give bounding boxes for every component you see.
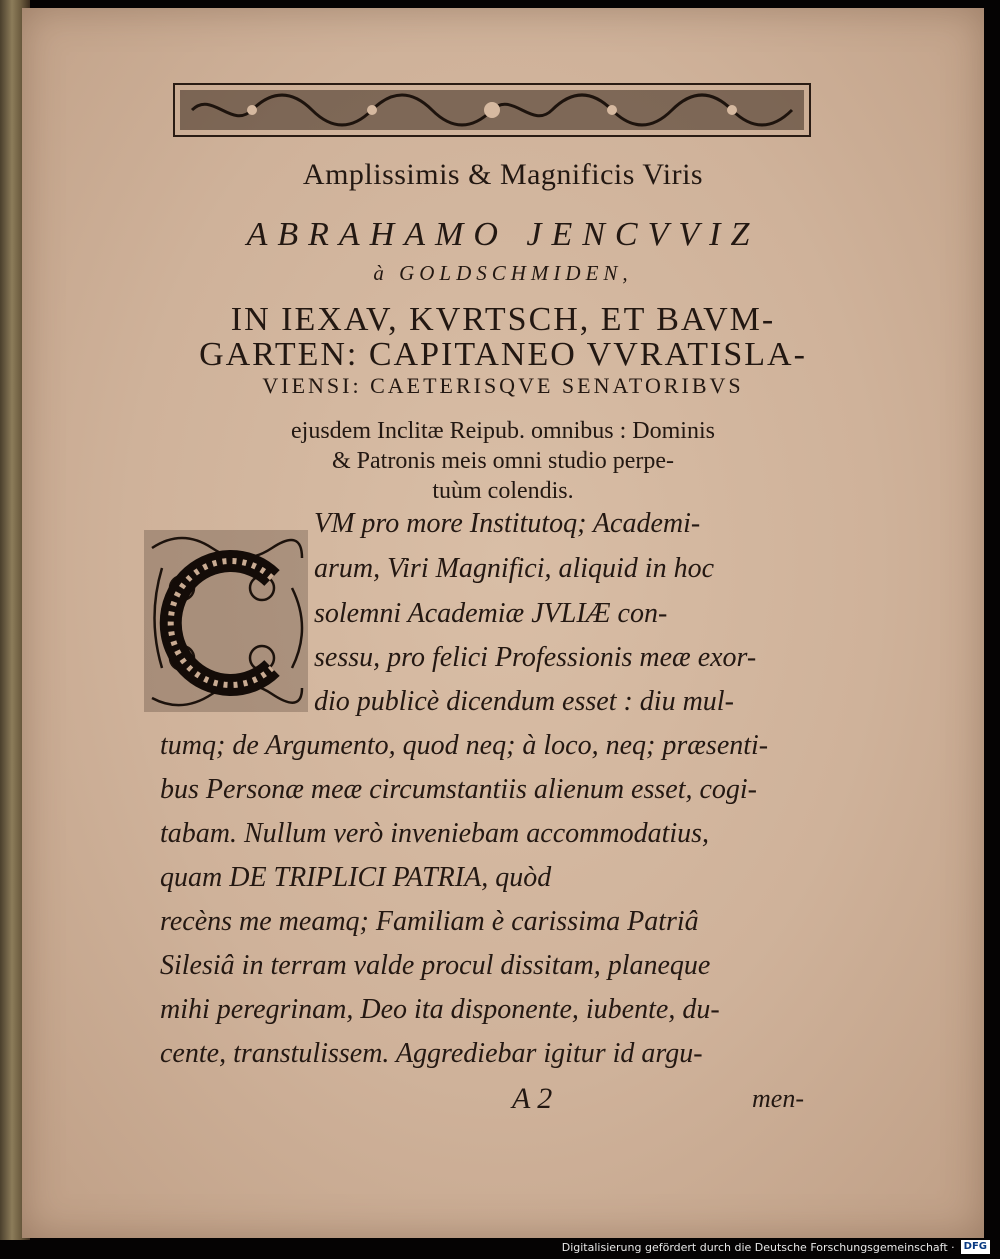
text-line-9: quam DE TRIPLICI PATRIA, quòd xyxy=(160,862,552,893)
ornamental-initial-c xyxy=(142,528,310,714)
signature-mark: A 2 xyxy=(512,1082,553,1115)
dedication-line: Amplissimis & Magnificis Viris xyxy=(302,158,704,191)
address-line-1: IN IEXAV, KVRTSCH, ET BAVM- xyxy=(230,301,776,338)
catchword: men- xyxy=(752,1084,804,1113)
text-line-10: recèns me meamq; Familiam è carissima Patriâ xyxy=(160,906,699,937)
address-line-3: VIENSI: CAETERISQVE SENATORIBVS xyxy=(262,373,744,398)
dedicatee-name: ABRAHAMO JENCVVIZ xyxy=(246,216,760,253)
dfg-logo: DFG xyxy=(961,1240,990,1254)
dfg-footer xyxy=(562,1239,990,1255)
text-line-2: arum, Viri Magnifici, aliquid in hoc xyxy=(314,553,715,584)
decorative-headpiece xyxy=(172,80,812,140)
footer-credit-text: Digitalisierung gefördert durch die Deutsche Forschungsgemeinschaft · xyxy=(561,1240,955,1254)
text-line-1: VM pro more Institutoq; Academi- xyxy=(314,508,701,539)
book-page xyxy=(22,8,984,1238)
text-line-5: dio publicè dicendum esset : diu mul- xyxy=(314,686,734,717)
text-line-13: cente, transtulissem. Aggrediebar igitur id argu- xyxy=(160,1038,703,1069)
address-line-2: GARTEN: CAPITANEO VVRATISLA- xyxy=(199,336,807,373)
text-line-12: mihi peregrinam, Deo ita disponente, iubente, du- xyxy=(160,994,720,1025)
text-line-4: sessu, pro felici Professionis meæ exor- xyxy=(314,642,757,673)
text-line-7: bus Personæ meæ circumstantiis alienum esset, cogi- xyxy=(160,774,758,805)
address-line-4: ejusdem Inclitæ Reipub. omnibus : Dominis xyxy=(291,418,715,444)
address-line-6: tuùm colendis. xyxy=(432,478,574,504)
dedicatee-title: à GOLDSCHMIDEN, xyxy=(373,261,633,285)
text-line-3: solemni Academiæ JVLIÆ con- xyxy=(314,598,668,629)
text-line-11: Silesiâ in terram valde procul dissitam, planeque xyxy=(160,950,711,981)
text-line-6: tumq; de Argumento, quod neq; à loco, neq; præsenti- xyxy=(160,730,769,761)
address-line-5: & Patronis meis omni studio perpe- xyxy=(332,448,674,474)
text-line-8: tabam. Nullum verò inveniebam accommodatius, xyxy=(160,818,710,849)
